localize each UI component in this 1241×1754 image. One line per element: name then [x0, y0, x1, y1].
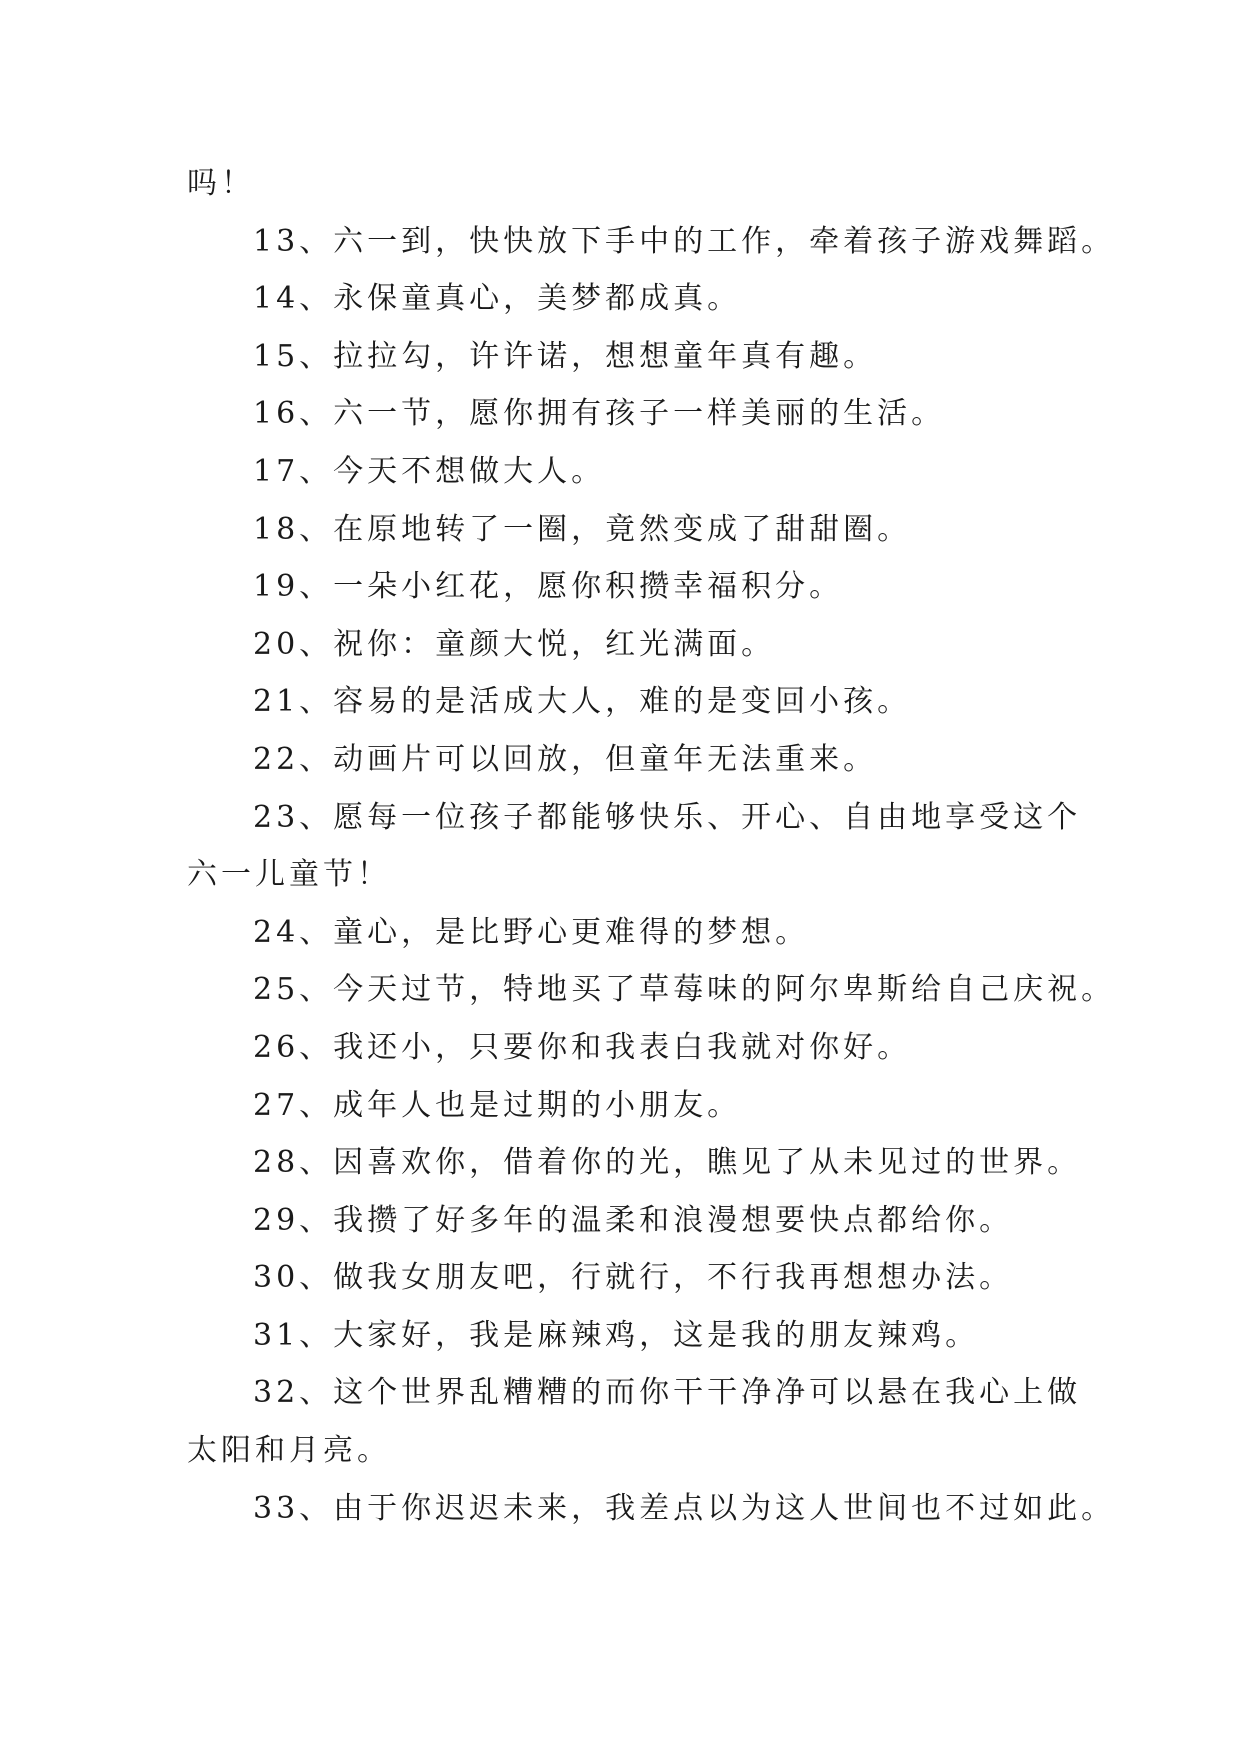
- text-line: 23、愿每一位孩子都能够快乐、开心、自由地享受这个: [253, 799, 1082, 835]
- text-line: 13、六一到，快快放下手中的工作，牵着孩子游戏舞蹈。: [253, 223, 1116, 259]
- text-line: 18、在原地转了一圈，竟然变成了甜甜圈。: [253, 511, 912, 547]
- text-line: 31、大家好，我是麻辣鸡，这是我的朋友辣鸡。: [253, 1317, 980, 1353]
- text-line: 19、一朵小红花，愿你积攒幸福积分。: [253, 569, 844, 605]
- text-line: 15、拉拉勾，许许诺，想想童年真有趣。: [253, 338, 878, 374]
- text-line: 29、我攒了好多年的温柔和浪漫想要快点都给你。: [253, 1202, 1014, 1238]
- text-line: 27、成年人也是过期的小朋友。: [253, 1087, 742, 1123]
- text-line: 吗！: [187, 166, 255, 201]
- text-line: 17、今天不想做大人。: [253, 453, 606, 489]
- body-text: [187, 155, 1116, 1537]
- text-line: 22、动画片可以回放，但童年无法重来。: [253, 741, 878, 777]
- text-line: 25、今天过节，特地买了草莓味的阿尔卑斯给自己庆祝。: [253, 972, 1116, 1008]
- text-line: 28、因喜欢你，借着你的光，瞧见了从未见过的世界。: [253, 1145, 1082, 1181]
- text-line: 26、我还小，只要你和我表白我就对你好。: [253, 1029, 912, 1065]
- text-line: 14、永保童真心，美梦都成真。: [253, 281, 742, 317]
- text-line: 21、容易的是活成大人，难的是变回小孩。: [253, 684, 912, 720]
- text-line: 24、童心，是比野心更难得的梦想。: [253, 914, 810, 950]
- text-line: 32、这个世界乱糟糟的而你干干净净可以悬在我心上做: [253, 1375, 1082, 1411]
- text-line: 太阳和月亮。: [187, 1433, 391, 1469]
- text-line: 30、做我女朋友吧，行就行，不行我再想想办法。: [253, 1260, 1014, 1296]
- text-line: 20、祝你：童颜大悦，红光满面。: [253, 626, 776, 662]
- text-line: 六一儿童节！: [187, 857, 391, 893]
- text-line: 33、由于你迟迟未来，我差点以为这人世间也不过如此。: [253, 1490, 1116, 1526]
- text-line: 16、六一节，愿你拥有孩子一样美丽的生活。: [253, 396, 946, 432]
